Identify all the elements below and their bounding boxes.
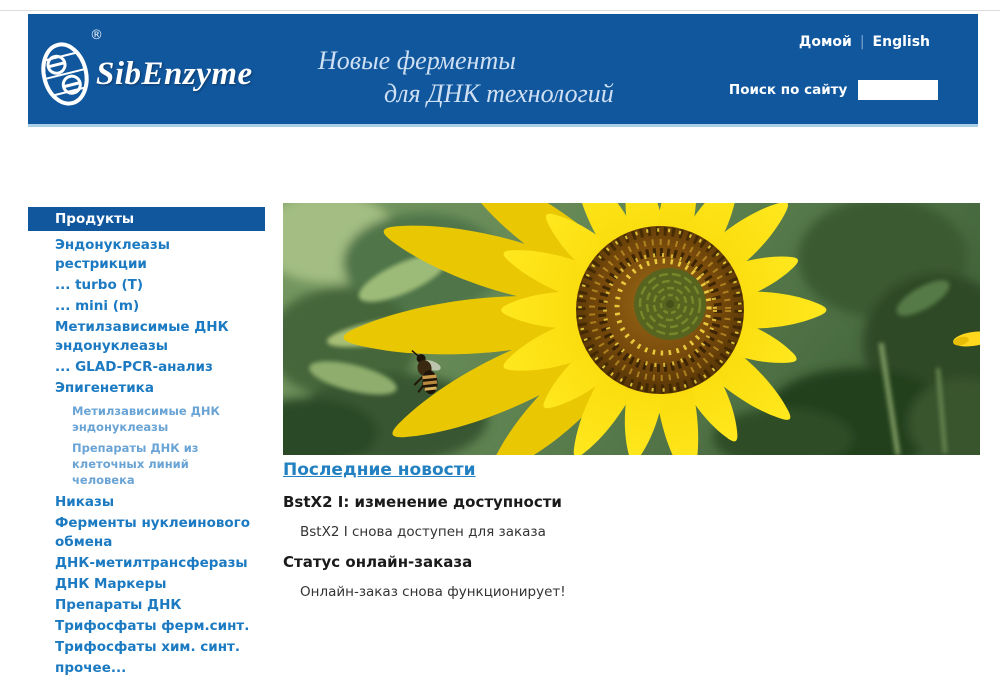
sibenzyme-globe-icon bbox=[38, 34, 92, 110]
header-nav bbox=[799, 34, 930, 50]
sunflower-photo bbox=[283, 203, 980, 455]
tagline-line1: Новые ферменты bbox=[318, 46, 516, 75]
nav-separator: | bbox=[859, 34, 865, 50]
logo[interactable] bbox=[38, 22, 298, 120]
home-link[interactable]: Домой bbox=[798, 34, 852, 50]
news-item-body: Онлайн-заказ снова функционирует! bbox=[300, 584, 566, 600]
sidebar-item-dna-methyltransferases[interactable]: ДНК-метилтрансферазы bbox=[55, 555, 248, 571]
sidebar-item-glad-pcr[interactable]: ... GLAD-PCR-анализ bbox=[55, 359, 213, 375]
products-nav bbox=[28, 231, 265, 678]
search-label: Поиск по сайту bbox=[728, 82, 848, 98]
site-search bbox=[729, 80, 938, 100]
sidebar-item-restriction-endonucleases[interactable]: Эндонуклеазы рестрикции bbox=[55, 237, 170, 272]
products-sidebar bbox=[28, 207, 265, 680]
sidebar-item-mini[interactable]: ... mini (m) bbox=[55, 298, 140, 314]
sidebar-item-nucleic-exchange-enzymes[interactable]: Ферменты нуклеинового обмена bbox=[55, 515, 250, 550]
logo-wordmark: SibEnzyme bbox=[96, 56, 253, 92]
news-item bbox=[283, 553, 803, 600]
news-item-title: BstX2 I: изменение доступности bbox=[283, 493, 562, 511]
sidebar-item-epigenetics[interactable]: Эпигенетика bbox=[55, 380, 154, 396]
sidebar-item-triphosphates-chemical[interactable]: Трифосфаты хим. синт. bbox=[55, 639, 241, 655]
english-link[interactable]: English bbox=[872, 34, 930, 50]
sidebar-title-products[interactable]: Продукты bbox=[28, 207, 265, 231]
sidebar-item-triphosphates-enzymatic[interactable]: Трифосфаты ферм.синт. bbox=[55, 618, 250, 634]
sidebar-item-nickases[interactable]: Никазы bbox=[55, 494, 115, 510]
page-top-divider bbox=[0, 10, 1000, 11]
sidebar-item-methyl-dependent-endonucleases[interactable]: Метилзависимые ДНК эндонуклеазы bbox=[55, 319, 229, 354]
sidebar-subitem-dna-preparations-human-cell-lines[interactable]: Препараты ДНК из клеточных линий человека bbox=[72, 441, 199, 487]
site-search-input[interactable] bbox=[858, 80, 938, 100]
sidebar-item-dna-markers[interactable]: ДНК Маркеры bbox=[55, 576, 167, 592]
sidebar-item-other[interactable]: прочее... bbox=[55, 660, 127, 676]
news-item-title: Статус онлайн-заказа bbox=[283, 553, 473, 571]
sidebar-item-turbo[interactable]: ... turbo (T) bbox=[55, 277, 143, 293]
latest-news-link[interactable]: Последние новости bbox=[283, 460, 476, 480]
sidebar-item-dna-preparations[interactable]: Препараты ДНК bbox=[55, 597, 182, 613]
site-tagline bbox=[318, 44, 718, 110]
news-item-body: BstX2 I снова доступен для заказа bbox=[300, 524, 546, 540]
registered-trademark: ® bbox=[90, 28, 103, 43]
news-section bbox=[283, 460, 803, 613]
tagline-line2: для ДНК технологий bbox=[384, 79, 614, 108]
site-header bbox=[28, 14, 978, 127]
news-item bbox=[283, 493, 803, 540]
sidebar-subitem-methyl-dependent-endonucleases[interactable]: Метилзависимые ДНК эндонуклеазы bbox=[72, 404, 220, 434]
